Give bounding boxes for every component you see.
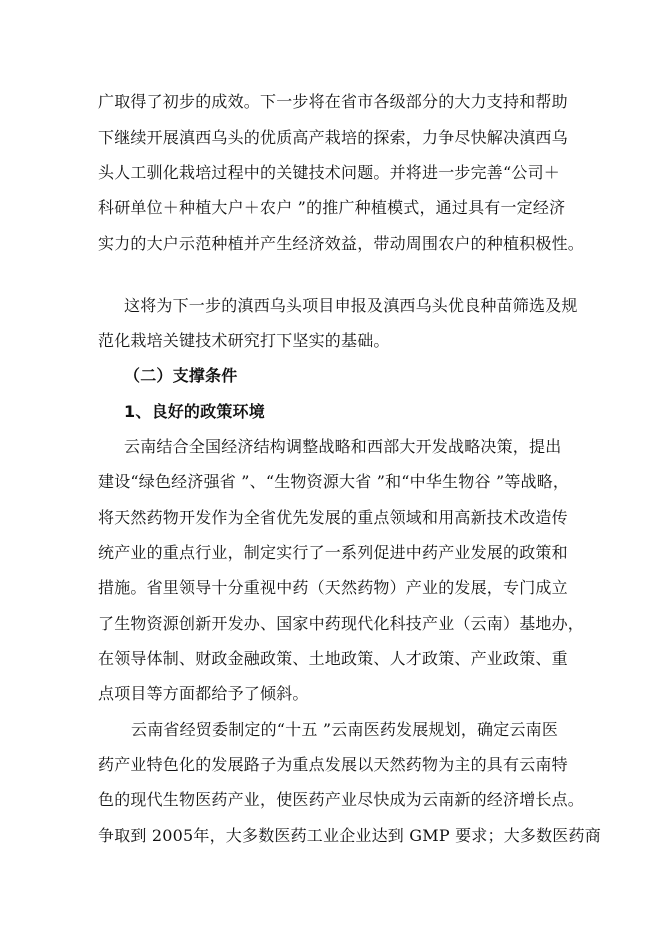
paragraph-line: 在领导体制、财政金融政策、土地政策、人才政策、产业政策、重	[98, 649, 568, 668]
paragraph-line: 头人工驯化栽培过程中的关键技术问题。并将进一步完善“公司＋	[98, 163, 560, 182]
paragraph-line: 将天然药物开发作为全省优先发展的重点领域和用高新技术改造传	[98, 508, 568, 527]
paragraph-line: 了生物资源创新开发办、国家中药现代化科技产业（云南）基地办，	[98, 614, 585, 633]
paragraph-line: 色的现代生物医药产业，使医药产业尽快成为云南新的经济增长点。	[98, 790, 585, 809]
paragraph-line: 下继续开展滇西乌头的优质高产栽培的探索，力争尽快解决滇西乌	[98, 128, 568, 147]
paragraph-line: 这将为下一步的滇西乌头项目申报及滇西乌头优良种苗筛选及规	[124, 296, 578, 315]
paragraph-line: 统产业的重点行业，制定实行了一系列促进中药产业发展的政策和	[98, 543, 568, 562]
paragraph-line: 点项目等方面都给予了倾斜。	[98, 684, 309, 703]
paragraph-line: 措施。省里领导十分重视中药（天然药物）产业的发展，专门成立	[98, 578, 568, 597]
paragraph-line: 药产业特色化的发展路子为重点发展以天然药物为主的具有云南特	[98, 755, 568, 774]
paragraph-line: 广取得了初步的成效。下一步将在省市各级部分的大力支持和帮助	[98, 92, 568, 111]
subsection-heading: 1、良好的政策环境	[124, 402, 265, 421]
paragraph-line: 科研单位＋种植大户＋农户 ”的推广种植模式，通过具有一定经济	[98, 198, 566, 217]
section-heading: （二）支撑条件	[124, 366, 238, 385]
paragraph-line: 云南结合全国经济结构调整战略和西部大开发战略决策，提出	[124, 437, 562, 456]
paragraph-line: 范化栽培关键技术研究打下坚实的基础。	[98, 331, 390, 350]
paragraph-line: 实力的大户示范种植并产生经济效益，带动周围农户的种植积极性。	[98, 234, 585, 253]
paragraph-line: 建设“绿色经济强省 ”、“生物资源大省 ”和“中华生物谷 ”等战略，	[98, 472, 570, 491]
paragraph-line: 争取到 2005年，大多数医药工业企业达到 GMP 要求；大多数医药商	[98, 826, 601, 845]
paragraph-line: 云南省经贸委制定的“十五 ”云南医药发展规划，确定云南医	[131, 720, 559, 739]
